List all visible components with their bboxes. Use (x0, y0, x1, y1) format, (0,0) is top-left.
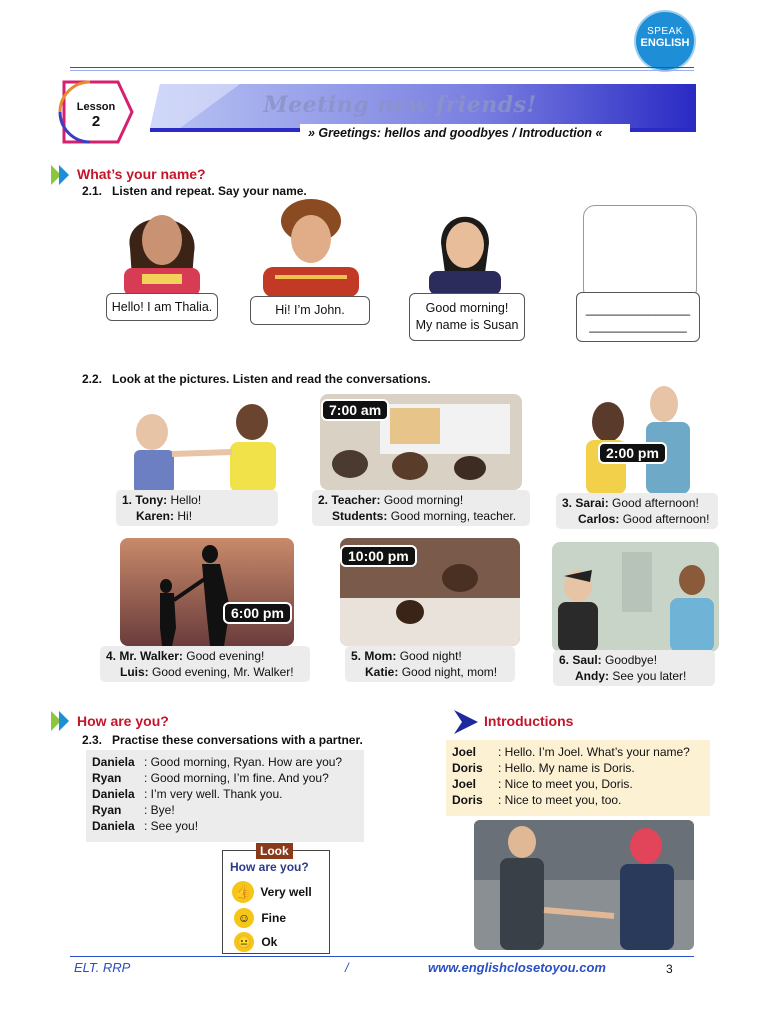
scene-2-caption (312, 490, 530, 526)
scene-6-caption (553, 650, 715, 686)
bubble-susan-line2: My name is Susan (415, 318, 519, 332)
section-arrow-icon (51, 711, 73, 731)
instruction-text: Look at the pictures. Listen and read the conversations. (112, 372, 431, 386)
portrait-thalia (112, 198, 212, 296)
time-label-6pm: 6:00 pm (223, 602, 292, 624)
conversation-box (86, 750, 364, 842)
speaker: 5. Mom: (351, 649, 397, 663)
line: Good evening! (186, 649, 265, 663)
speaker: Doris (452, 793, 483, 807)
time-label-2pm: 2:00 pm (598, 442, 667, 464)
scene-photo-sunset (120, 538, 294, 646)
speaker: Ryan (92, 803, 122, 817)
intro-line (452, 792, 704, 808)
bubble-blank-line2: ______________ (589, 319, 687, 333)
lesson-label: Lesson (76, 101, 116, 113)
line: Hello! (170, 493, 202, 507)
intro-photo-handshake (474, 820, 694, 950)
section-title-whats-your-name: What’s your name? (77, 166, 206, 182)
introductions-box (446, 740, 710, 816)
portrait-john (255, 197, 367, 297)
section-title-how-are-you: How are you? (77, 713, 169, 729)
bubble-thalia (106, 293, 218, 321)
footer-rule (70, 956, 694, 957)
footer-url-link[interactable]: www.englishclosetoyou.com (428, 960, 606, 975)
line: : Hello. My name is Doris. (498, 761, 635, 775)
speaker: Katie: (365, 665, 399, 679)
look-question: How are you? (230, 860, 309, 874)
line: : Nice to meet you, Doris. (498, 777, 633, 791)
lesson-number: 2 (91, 113, 101, 130)
look-answer-very-well (232, 880, 312, 903)
line: Goodbye! (605, 653, 658, 667)
answer-text: Very well (260, 884, 312, 899)
line: Hi! (177, 509, 193, 523)
section-arrow-icon (452, 710, 478, 734)
look-tag: Look (256, 843, 293, 859)
speaker: Daniela (92, 755, 135, 769)
instruction-text: Practise these conversations with a partner. (112, 733, 363, 747)
look-answer-fine (234, 906, 286, 929)
time-label-7am: 7:00 am (321, 399, 389, 421)
instruction-2-1 (82, 184, 307, 198)
line: : Hello. I’m Joel. What’s your name? (498, 745, 690, 759)
bubble-john-text: Hi! I’m John. (275, 303, 345, 317)
instruction-text: Listen and repeat. Say your name. (112, 184, 307, 198)
neutral-face-icon: 😐 (234, 932, 254, 952)
bubble-blank-line1: _______________ (585, 302, 691, 316)
line: : Good morning, I’m fine. And you? (144, 771, 329, 785)
speaker: 3. Sarai: (562, 496, 609, 510)
conv-line (92, 802, 358, 818)
intro-line (452, 744, 704, 760)
intro-line (452, 776, 704, 792)
speak-english-logo (636, 12, 694, 70)
instruction-num: 2.2. (82, 372, 103, 386)
scene-3-caption (556, 493, 718, 529)
logo-line1: SPEAK (647, 26, 683, 37)
logo-line2: ENGLISH (640, 37, 690, 49)
speaker: Joel (452, 745, 477, 759)
scene-4-caption (100, 646, 310, 682)
lesson-subtitle: » Greetings: hellos and goodbyes / Introduction « (300, 124, 630, 142)
speaker: Students: (332, 509, 388, 523)
scene-photo-kids (112, 392, 302, 494)
speaker: Doris (452, 761, 483, 775)
speaker: Carlos: (578, 512, 620, 526)
speaker: Andy: (575, 669, 609, 683)
line: : Good morning, Ryan. How are you? (144, 755, 343, 769)
blank-photo-frame (583, 205, 697, 301)
speaker: Ryan (92, 771, 122, 785)
page-number: 3 (666, 962, 673, 976)
scene-5-caption (345, 646, 515, 682)
lesson-title: Meeting new friends! (263, 92, 537, 118)
line: Good night, mom! (401, 665, 498, 679)
answer-text: Fine (261, 910, 287, 925)
header-rule (70, 67, 694, 68)
bubble-your-name (576, 292, 700, 342)
look-answer-ok (234, 930, 277, 953)
time-label-10pm: 10:00 pm (340, 545, 417, 567)
scene-1-caption (116, 490, 278, 526)
line: : Bye! (144, 803, 175, 817)
bubble-thalia-text: Hello! I am Thalia. (111, 300, 213, 314)
answer-text: Ok (261, 934, 278, 949)
intro-line (452, 760, 704, 776)
scene-photo-cartoon-goodbye (552, 542, 719, 652)
speaker: 2. Teacher: (318, 493, 381, 507)
section-arrow-icon (51, 165, 73, 185)
portrait-susan (415, 203, 515, 295)
line: See you later! (612, 669, 687, 683)
conv-line (92, 754, 358, 770)
instruction-num: 2.3. (82, 733, 103, 747)
line: Good night! (399, 649, 462, 663)
conv-line (92, 770, 358, 786)
speaker: Daniela (92, 819, 135, 833)
instruction-2-3 (82, 733, 363, 747)
speaker: 6. Saul: (559, 653, 602, 667)
line: : I’m very well. Thank you. (144, 787, 283, 801)
speaker: Daniela (92, 787, 135, 801)
speaker: Karen: (136, 509, 175, 523)
speaker: 4. Mr. Walker: (106, 649, 183, 663)
section-title-introductions: Introductions (484, 713, 574, 729)
bubble-susan-line1: Good morning! (425, 301, 509, 315)
bubble-susan (409, 293, 525, 341)
header-rule-2 (70, 70, 694, 71)
instruction-2-2 (82, 372, 431, 386)
line: Good afternoon! (612, 496, 699, 510)
speaker: Joel (452, 777, 477, 791)
conv-line (92, 818, 358, 834)
line: Good afternoon! (622, 512, 710, 526)
speaker: 1. Tony: (122, 493, 168, 507)
line: : See you! (144, 819, 199, 833)
bubble-john (250, 296, 370, 325)
thumbs-up-smiley-icon: 👍 (232, 881, 254, 903)
speaker: Luis: (120, 665, 149, 679)
footer-left: ELT. RRP (74, 960, 131, 975)
conv-line (92, 786, 358, 802)
line: Good morning, teacher. (390, 509, 517, 523)
line: Good morning! (383, 493, 464, 507)
line: Good evening, Mr. Walker! (152, 665, 294, 679)
line: : Nice to meet you, too. (498, 793, 622, 807)
scene-photo-handshake (572, 382, 702, 494)
smiley-icon: ☺ (234, 908, 254, 928)
instruction-num: 2.1. (82, 184, 103, 198)
footer-separator: / (345, 960, 349, 975)
